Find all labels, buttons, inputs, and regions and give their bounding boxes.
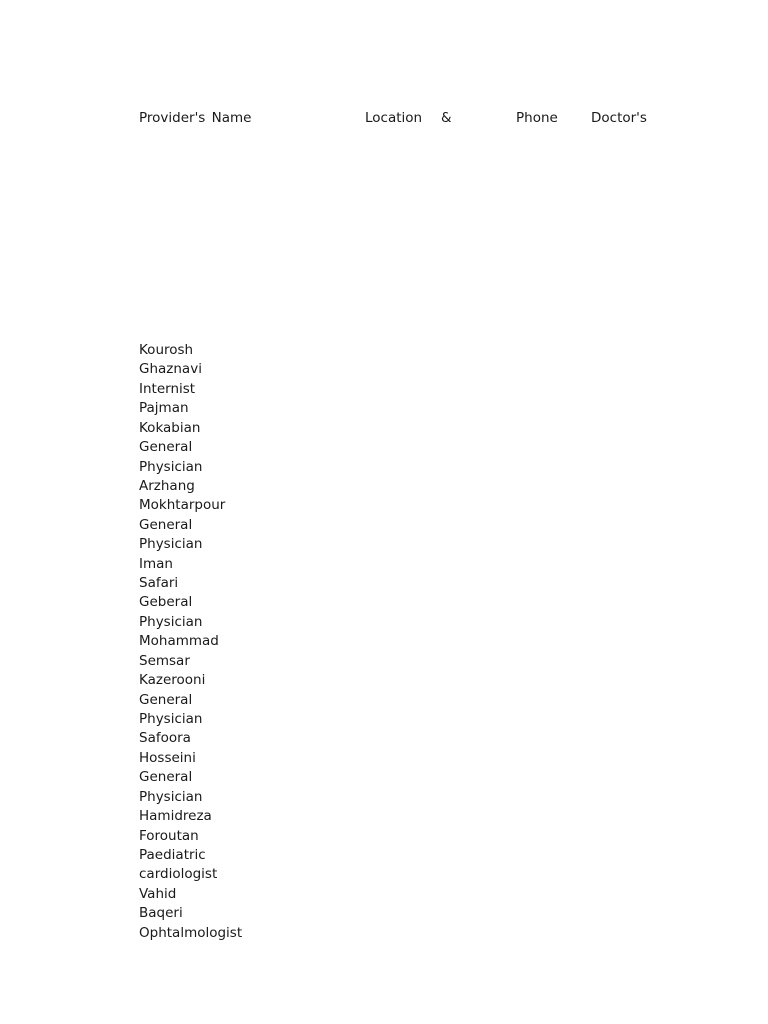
provider-line: Baqeri (139, 905, 183, 922)
provider-line: Physician (139, 788, 203, 805)
provider-line: Kokabian (139, 419, 201, 436)
header-ampersand: & (441, 110, 452, 126)
provider-line: Hamidreza (139, 808, 212, 825)
provider-line: Kazerooni (139, 672, 206, 689)
provider-line: Paediatric (139, 846, 206, 863)
provider-line: cardiologist (139, 866, 218, 883)
provider-line: Safari (139, 575, 179, 592)
provider-line: General (139, 691, 193, 708)
provider-name-column (139, 341, 242, 943)
provider-line: Mohammad (139, 633, 219, 650)
header-provider-name: Provider's Name (139, 110, 252, 126)
provider-line: Ghaznavi (139, 361, 202, 378)
provider-line: Foroutan (139, 827, 199, 844)
provider-line: Kourosh (139, 342, 194, 358)
header-phone: Phone (516, 110, 558, 126)
provider-line: Physician (139, 613, 203, 630)
provider-line: Safoora (139, 730, 191, 747)
provider-line: Vahid (139, 885, 177, 902)
provider-line: Internist (139, 380, 196, 397)
provider-line: Physician (139, 711, 203, 728)
provider-line: Physician (139, 536, 203, 553)
provider-line: Arzhang (139, 477, 195, 494)
provider-line: Pajman (139, 400, 189, 417)
provider-line: Ophtalmologist (139, 924, 243, 941)
header-location: Location (365, 110, 423, 126)
provider-line: General (139, 516, 193, 533)
provider-line: Physician (139, 458, 203, 475)
provider-line: Hosseini (139, 749, 196, 766)
provider-line: Mokhtarpour (139, 497, 226, 514)
provider-line: General (139, 769, 193, 786)
provider-line: Geberal (139, 594, 193, 611)
provider-line: General (139, 439, 193, 456)
provider-line: Iman (139, 555, 173, 572)
header-doctors: Doctor's (591, 110, 647, 126)
provider-line: Semsar (139, 652, 190, 669)
